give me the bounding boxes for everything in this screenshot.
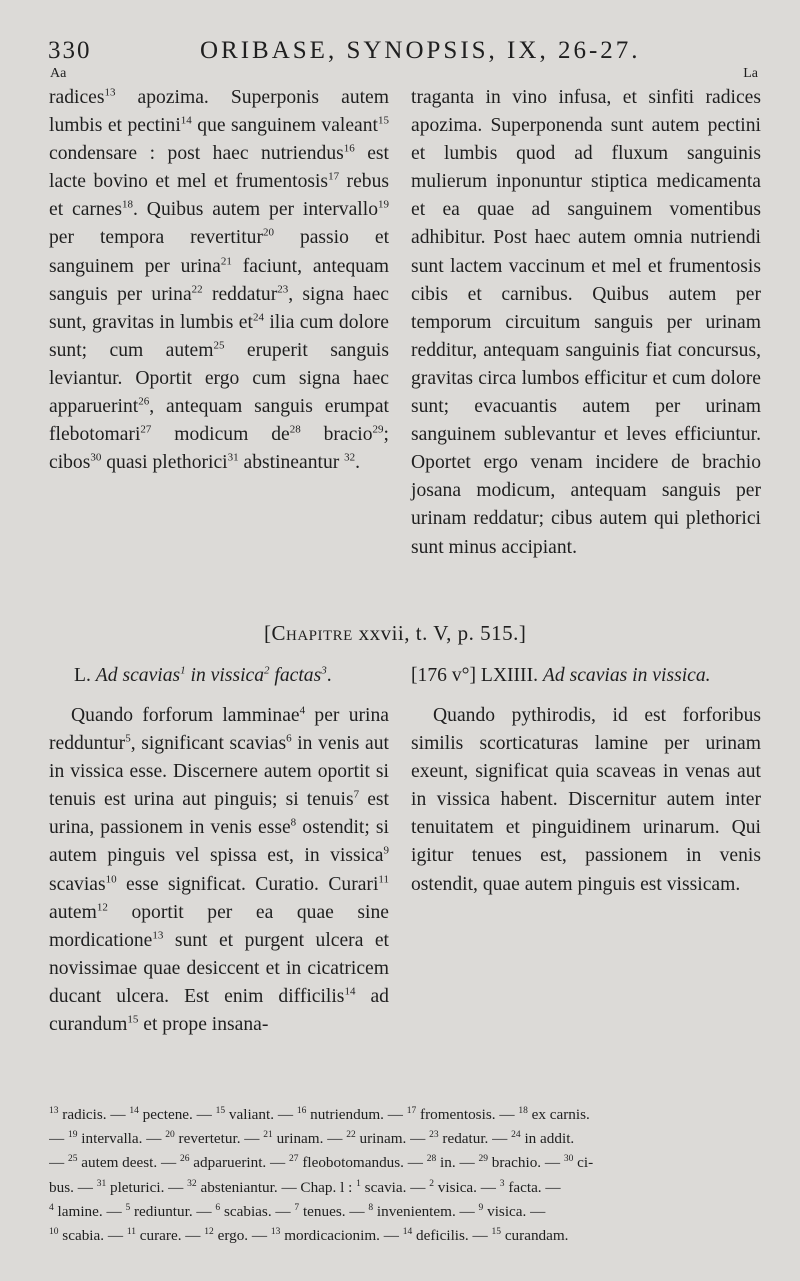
left_col_1-run: , signa haec sunt, gravitas in lumbis et [49,283,389,333]
left_col_1-run: radices [49,87,105,108]
left_col_1-run: eruperit sanguis leviantur. Oportit ergo cum signa haec apparuerint [49,339,389,418]
footnote-number: 19 [67,1130,78,1141]
footnote-text: nutriendum. — [306,1106,407,1123]
footnote-marker: 29 [372,423,384,436]
left_col_1-run: faciunt, antequam sanguis per urina [49,255,390,305]
footnote-marker: 18 [122,198,134,211]
chapter-label: Chapitre [271,621,353,645]
footnote-text: invenientem. — [373,1202,479,1220]
running-title: ORIBASE, SYNOPSIS, IX, 26-27. [200,37,641,64]
footnote-marker: 14 [344,985,356,998]
footnote-number: 4 [49,1202,54,1213]
footnote-marker: 25 [213,339,225,352]
footnote-number: 16 [296,1105,307,1116]
footnote-text: — [49,1130,68,1148]
left_col_1-run: est lacte bovino et mel et frumentosis [49,143,389,193]
footnote-marker: 15 [378,114,389,127]
footnote-marker: 9 [383,844,389,857]
footnote-text: redatur. — [438,1130,512,1148]
footnote-number: 25 [67,1154,78,1165]
footnote-text: curare. — [135,1227,205,1245]
left_col_2-run: , significant scavias [130,733,287,755]
section-title-right [411,662,711,690]
footnote-text: visica. — [483,1202,546,1220]
footnote-marker: 3 [321,664,327,677]
section-title-left [74,662,332,690]
footnote-number: 26 [179,1154,190,1165]
left_col_2-run: Quando forforum lamminae [71,705,300,726]
footnote-number: 13 [270,1226,281,1237]
footnote-marker: 30 [90,451,102,464]
left_col_1-run: apozima. Superponis autem lumbis et pectini [49,87,389,137]
footnote-number: 3 [499,1178,505,1189]
footnote-number: 12 [204,1226,214,1237]
footnote-marker: 13 [104,86,116,99]
manuscript-siglum-right: La [743,66,758,81]
footnote-text: revertetur. — [174,1130,264,1148]
footnote-number: 18 [518,1105,528,1116]
footnote-line [49,1151,761,1175]
footnote-number: 17 [406,1105,417,1116]
left_col_2-run: ad curandum [49,985,389,1036]
footnote-number: 7 [294,1202,300,1213]
footnote-marker: 10 [105,873,117,886]
footnote-text: ci- [573,1154,594,1172]
chapter-heading [264,619,544,647]
left-paragraph-2 [49,702,389,1039]
footnote-number: 14 [402,1226,413,1237]
footnote-marker: 23 [277,283,289,296]
section-heading-left [96,665,327,686]
folio-reference: [176 v°] [411,665,476,686]
left_col_1-run: per tempora revertitur [49,227,263,249]
footnote-text: visica. — [433,1178,500,1196]
left_col_2-run: esse significat. Curatio. Curari [116,873,379,895]
footnote-number: 14 [129,1105,139,1116]
footnote-text: in addit. [520,1130,575,1148]
footnote-number: 10 [49,1226,59,1237]
footnote-text: in. — [436,1154,479,1172]
footnote-number: 1 [356,1178,361,1189]
footnote-marker: 12 [96,901,108,914]
footnote-text: fromentosis. — [416,1106,519,1123]
footnote-marker: 28 [289,423,301,436]
footnote-text: ergo. — [213,1227,271,1245]
footnote-number: 13 [49,1105,59,1116]
section-end: . [326,665,332,686]
footnote-number: 22 [346,1130,356,1141]
footnote-text: pectene. — [138,1106,216,1123]
footnote-marker: 26 [138,395,150,408]
footnote-number: 23 [429,1130,439,1141]
footnote-number: 6 [215,1202,221,1213]
footnote-marker: 2 [264,664,270,677]
left_col_1-run: quasi plethorici [101,452,228,474]
footnote-number: 8 [368,1202,374,1213]
footnote-marker: 19 [378,198,389,211]
footnote-text: urinam. — [272,1130,347,1148]
footnote-marker: 17 [328,170,340,183]
left_col_1-run: , antequam sanguis erumpat flebotomari [49,396,389,446]
footnote-marker: 6 [286,732,292,745]
footnote-number: 15 [491,1226,502,1237]
footnote-line [49,1200,761,1224]
left_col_1-run: reddatur [202,283,278,305]
footnote-text: lamine. — [53,1202,126,1220]
left_col_1-run: . Quibus autem per intervallo [133,199,378,221]
footnote-text: tenues. — [299,1202,369,1220]
footnote-text: bus. — [49,1178,97,1196]
footnote-text: urinam. — [355,1130,430,1148]
footnote-number: 15 [215,1105,226,1116]
left_col_1-run: . [355,452,361,474]
footnote-number: 29 [478,1154,488,1165]
right-column-text-1 [411,84,761,562]
manuscript-siglum-left: Aa [50,66,67,81]
footnote-text: absteniantur. — Chap. l : [196,1178,357,1196]
left_col_2-run: ostendit; si autem pinguis vel spissa est, in vissica [49,817,389,867]
footnote-number: 28 [426,1154,437,1165]
right-paragraph-2: Quando pythirodis, id est forforibus similis scorticaturas lamine per urinam exeunt, significat quia scaveas in venas aut in vissica habent. Discernitur autem inter tenuitatem et pinguidinem urinarum. Qui igitur tenues est, passionem in venis ostendit, quae autem pinguis est vissicam. [411,705,761,895]
footnote-marker: 31 [227,451,239,464]
footnote-marker: 20 [263,226,274,239]
footnote-text: facta. — [504,1178,561,1196]
right-paragraph-1: traganta in vino infusa, et sinfiti radices apozima. Superponenda sunt autem pectini et lumbis quod ad fluxum sanguinis mulierum inponuntur stiptica medicamenta et ea quae ad sanguinem vomentibus adhibitur. Post haec autem omnia nutriendi sunt lactem vaccinum et mel et frumentosis cibis et carnibus. Quibus autem per temporum circuitum sanguis per urinam redditur, antequam sanguinis fiat concursus, gravitas circa lumbos efficitur et cum dolore sunt; evacuantis autem per urinam sanguinem sublevantur et leves efficiuntur. Oportet ergo venam incidere de brachio josana modicum, antequam sanguis per urinam reddatur; cibus autem qui plethorici sunt minus accipiant. [411,87,761,558]
footnote-text: curandam. [501,1227,569,1245]
footnote-number: 9 [478,1202,484,1213]
left_col_2-run: et prope insana- [138,1014,269,1036]
left_col_2-run: sunt et purgent ulcera et novissimae quae desiccent et in cicatricem ducant ulcera. Est enim difficilis [49,929,389,1007]
left_col_1-run: condensare : post haec nutriendus [49,143,344,165]
left-column-text-1 [49,84,389,477]
footnote-text: deficilis. — [412,1227,492,1245]
footnote-line [49,1224,761,1248]
footnote-text: rediuntur. — [130,1202,216,1220]
page-number: 330 [48,37,92,64]
left_col_1-run: ilia cum dolore sunt; cum autem [49,311,389,361]
footnote-number: 20 [165,1130,175,1141]
left_col_2-run: autem [49,901,97,923]
footnote-number: 27 [289,1154,299,1165]
footnote-text: autem deest. — [77,1154,180,1172]
footnote-number: 11 [126,1226,136,1237]
footnote-line [49,1103,761,1127]
footnote-marker: 4 [299,704,306,717]
left_col_1-run: passio et sanguinem per urina [49,227,390,277]
footnotes-apparatus [49,1103,761,1248]
right-column-text-2 [411,702,761,899]
left_col_1-run: rebus et carnes [49,171,389,221]
footnote-marker: 15 [127,1013,139,1026]
footnote-number: 31 [96,1178,107,1189]
left_col_2-run: in venis aut in vissica esse. Discernere autem oportit si tenuis est urina aut pinguis; si tenuis [49,733,389,811]
chapter-bracket: [ [264,621,272,645]
section_left.title_parts-run: Ad scavias [95,665,181,686]
footnote-marker: 11 [378,873,389,886]
footnote-text: intervalla. — [77,1130,166,1148]
left_col_2-run: oportit per ea quae sine mordicatione [49,901,389,951]
left_col_2-run: scavias [49,873,106,895]
footnote-text: adparuerint. — [189,1154,290,1172]
left_col_1-run: ; cibos [49,424,389,474]
section-numeral-left: L. [74,665,91,686]
left_col_1-run: abstineantur [238,452,345,474]
footnote-text: ex carnis. [527,1106,590,1123]
section-numeral-right: LXIIII. [480,665,539,686]
footnote-marker: 24 [252,311,264,324]
footnote-marker: 1 [180,664,186,677]
footnote-text: mordicacionim. — [280,1227,403,1245]
footnote-marker: 13 [152,929,164,942]
footnote-text: scavia. — [360,1178,430,1196]
left_col_1-run: bracio [300,424,373,446]
left_col_1-run: que sanguinem valeant [191,115,378,137]
footnote-number: 21 [263,1130,273,1141]
footnote-text: scabias. — [220,1202,295,1220]
left-column-text-2 [49,702,389,1039]
footnote-line [49,1127,761,1151]
footnote-text: fleobotomandus. — [298,1154,427,1172]
chapter-reference: xxvii, t. V, p. 515.] [352,621,527,645]
footnote-marker: 7 [353,788,360,801]
footnote-marker: 8 [290,816,297,829]
left-paragraph-1 [49,84,389,477]
footnote-text: — [49,1154,68,1172]
footnote-number: 24 [511,1130,521,1141]
footnote-line [49,1176,761,1200]
footnote-marker: 22 [191,283,203,296]
footnote-text: brachio. — [487,1154,564,1172]
footnote-marker: 14 [180,114,192,127]
section_left.title_parts-run: in vissica [185,665,265,686]
footnote-marker: 32 [344,451,356,464]
left_col_1-run: modicum de [151,424,290,446]
footnote-text: pleturici. — [106,1178,188,1196]
footnote-text: scabia. — [58,1227,127,1245]
footnote-marker: 27 [140,423,152,436]
footnote-number: 2 [429,1178,434,1189]
footnote-number: 32 [187,1178,197,1189]
footnote-number: 30 [563,1154,574,1165]
left_col_2-run: per urina redduntur [49,705,389,755]
section-heading-right: Ad scavias in vissica. [542,665,711,686]
section_left.title_parts-run: factas [269,665,322,686]
left_col_2-run: est urina, passionem in venis esse [49,789,389,839]
footnote-text: valiant. — [225,1106,297,1123]
footnote-number: 5 [125,1202,131,1213]
footnote-text: radicis. — [58,1106,130,1123]
footnote-marker: 16 [343,142,355,155]
footnote-marker: 5 [125,732,131,745]
footnote-marker: 21 [220,255,232,268]
